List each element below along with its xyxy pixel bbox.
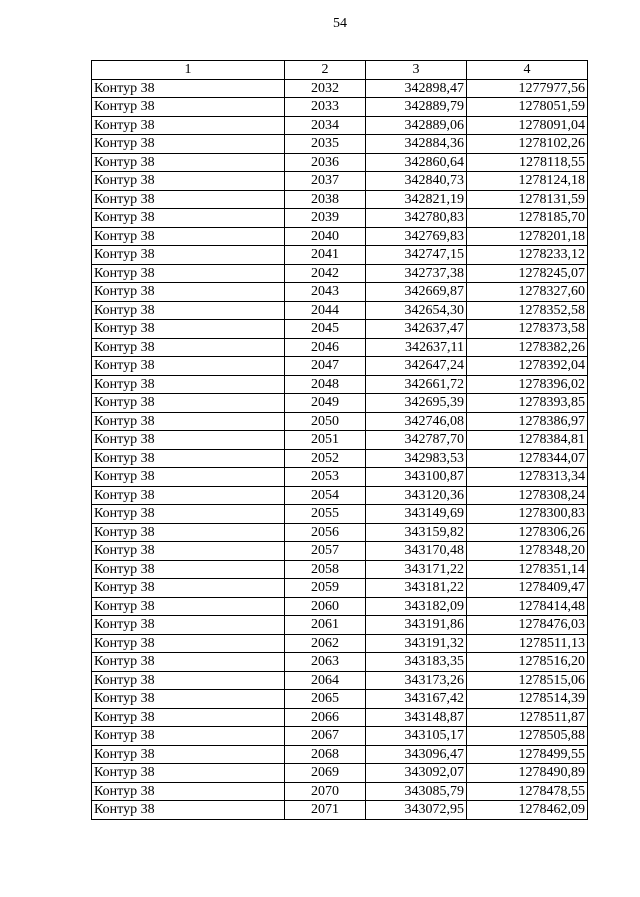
contour-name-cell: Контур 38 — [92, 505, 285, 524]
table-row — [92, 190, 588, 209]
contour-name-cell: Контур 38 — [92, 246, 285, 265]
contour-name-cell: Контур 38 — [92, 153, 285, 172]
table-row — [92, 523, 588, 542]
y-coordinate-cell: 1278118,55 — [467, 153, 588, 172]
table-row — [92, 172, 588, 191]
y-coordinate-cell: 1277977,56 — [467, 79, 588, 98]
y-coordinate-cell: 1278384,81 — [467, 431, 588, 450]
table-row — [92, 690, 588, 709]
contour-name-cell: Контур 38 — [92, 745, 285, 764]
table-row — [92, 283, 588, 302]
x-coordinate-cell: 342983,53 — [366, 449, 467, 468]
table-row — [92, 801, 588, 820]
x-coordinate-cell: 343148,87 — [366, 708, 467, 727]
y-coordinate-cell: 1278476,03 — [467, 616, 588, 635]
point-number-cell: 2054 — [285, 486, 366, 505]
table-row — [92, 468, 588, 487]
table-row — [92, 449, 588, 468]
point-number-cell: 2053 — [285, 468, 366, 487]
point-number-cell: 2062 — [285, 634, 366, 653]
column-header-1: 1 — [92, 61, 285, 80]
x-coordinate-cell: 342898,47 — [366, 79, 467, 98]
y-coordinate-cell: 1278306,26 — [467, 523, 588, 542]
table-row — [92, 560, 588, 579]
contour-name-cell: Контур 38 — [92, 412, 285, 431]
x-coordinate-cell: 342661,72 — [366, 375, 467, 394]
y-coordinate-cell: 1278185,70 — [467, 209, 588, 228]
point-number-cell: 2032 — [285, 79, 366, 98]
x-coordinate-cell: 343181,22 — [366, 579, 467, 598]
point-number-cell: 2071 — [285, 801, 366, 820]
table-row — [92, 542, 588, 561]
x-coordinate-cell: 343183,35 — [366, 653, 467, 672]
contour-name-cell: Контур 38 — [92, 431, 285, 450]
table-row — [92, 782, 588, 801]
x-coordinate-cell: 342780,83 — [366, 209, 467, 228]
table-row — [92, 338, 588, 357]
x-coordinate-cell: 343191,32 — [366, 634, 467, 653]
y-coordinate-cell: 1278478,55 — [467, 782, 588, 801]
y-coordinate-cell: 1278313,34 — [467, 468, 588, 487]
x-coordinate-cell: 343100,87 — [366, 468, 467, 487]
point-number-cell: 2033 — [285, 98, 366, 117]
point-number-cell: 2066 — [285, 708, 366, 727]
contour-name-cell: Контур 38 — [92, 782, 285, 801]
contour-name-cell: Контур 38 — [92, 301, 285, 320]
table-row — [92, 227, 588, 246]
x-coordinate-cell: 342889,79 — [366, 98, 467, 117]
contour-name-cell: Контур 38 — [92, 597, 285, 616]
column-header-2: 2 — [285, 61, 366, 80]
contour-name-cell: Контур 38 — [92, 468, 285, 487]
contour-name-cell: Контур 38 — [92, 616, 285, 635]
table-row — [92, 634, 588, 653]
x-coordinate-cell: 342654,30 — [366, 301, 467, 320]
point-number-cell: 2046 — [285, 338, 366, 357]
x-coordinate-cell: 343159,82 — [366, 523, 467, 542]
contour-name-cell: Контур 38 — [92, 172, 285, 191]
table-row — [92, 597, 588, 616]
y-coordinate-cell: 1278382,26 — [467, 338, 588, 357]
table-row — [92, 79, 588, 98]
y-coordinate-cell: 1278373,58 — [467, 320, 588, 339]
x-coordinate-cell: 343170,48 — [366, 542, 467, 561]
y-coordinate-cell: 1278514,39 — [467, 690, 588, 709]
point-number-cell: 2045 — [285, 320, 366, 339]
contour-name-cell: Контур 38 — [92, 764, 285, 783]
y-coordinate-cell: 1278245,07 — [467, 264, 588, 283]
contour-name-cell: Контур 38 — [92, 671, 285, 690]
x-coordinate-cell: 343120,36 — [366, 486, 467, 505]
table-row — [92, 264, 588, 283]
point-number-cell: 2058 — [285, 560, 366, 579]
point-number-cell: 2043 — [285, 283, 366, 302]
y-coordinate-cell: 1278386,97 — [467, 412, 588, 431]
contour-name-cell: Контур 38 — [92, 690, 285, 709]
point-number-cell: 2068 — [285, 745, 366, 764]
contour-name-cell: Контур 38 — [92, 801, 285, 820]
point-number-cell: 2037 — [285, 172, 366, 191]
point-number-cell: 2067 — [285, 727, 366, 746]
y-coordinate-cell: 1278124,18 — [467, 172, 588, 191]
point-number-cell: 2041 — [285, 246, 366, 265]
y-coordinate-cell: 1278131,59 — [467, 190, 588, 209]
table-row — [92, 135, 588, 154]
y-coordinate-cell: 1278344,07 — [467, 449, 588, 468]
table-row — [92, 431, 588, 450]
x-coordinate-cell: 342787,70 — [366, 431, 467, 450]
y-coordinate-cell: 1278462,09 — [467, 801, 588, 820]
y-coordinate-cell: 1278351,14 — [467, 560, 588, 579]
coordinates-table — [91, 60, 588, 820]
point-number-cell: 2050 — [285, 412, 366, 431]
table-row — [92, 745, 588, 764]
contour-name-cell: Контур 38 — [92, 209, 285, 228]
contour-name-cell: Контур 38 — [92, 542, 285, 561]
point-number-cell: 2070 — [285, 782, 366, 801]
point-number-cell: 2069 — [285, 764, 366, 783]
table-header-row — [92, 61, 588, 80]
point-number-cell: 2061 — [285, 616, 366, 635]
contour-name-cell: Контур 38 — [92, 320, 285, 339]
x-coordinate-cell: 342884,36 — [366, 135, 467, 154]
x-coordinate-cell: 342821,19 — [366, 190, 467, 209]
y-coordinate-cell: 1278392,04 — [467, 357, 588, 376]
x-coordinate-cell: 343072,95 — [366, 801, 467, 820]
contour-name-cell: Контур 38 — [92, 560, 285, 579]
contour-name-cell: Контур 38 — [92, 338, 285, 357]
point-number-cell: 2063 — [285, 653, 366, 672]
x-coordinate-cell: 342747,15 — [366, 246, 467, 265]
table-row — [92, 486, 588, 505]
contour-name-cell: Контур 38 — [92, 190, 285, 209]
contour-name-cell: Контур 38 — [92, 727, 285, 746]
x-coordinate-cell: 343182,09 — [366, 597, 467, 616]
point-number-cell: 2065 — [285, 690, 366, 709]
point-number-cell: 2051 — [285, 431, 366, 450]
table-row — [92, 764, 588, 783]
table-row — [92, 375, 588, 394]
y-coordinate-cell: 1278348,20 — [467, 542, 588, 561]
y-coordinate-cell: 1278300,83 — [467, 505, 588, 524]
point-number-cell: 2039 — [285, 209, 366, 228]
table-row — [92, 246, 588, 265]
contour-name-cell: Контур 38 — [92, 375, 285, 394]
x-coordinate-cell: 343191,86 — [366, 616, 467, 635]
y-coordinate-cell: 1278511,87 — [467, 708, 588, 727]
x-coordinate-cell: 343149,69 — [366, 505, 467, 524]
x-coordinate-cell: 343173,26 — [366, 671, 467, 690]
x-coordinate-cell: 343171,22 — [366, 560, 467, 579]
y-coordinate-cell: 1278352,58 — [467, 301, 588, 320]
table-row — [92, 394, 588, 413]
contour-name-cell: Контур 38 — [92, 116, 285, 135]
x-coordinate-cell: 342637,11 — [366, 338, 467, 357]
y-coordinate-cell: 1278409,47 — [467, 579, 588, 598]
point-number-cell: 2034 — [285, 116, 366, 135]
table-row — [92, 579, 588, 598]
table-row — [92, 209, 588, 228]
contour-name-cell: Контур 38 — [92, 357, 285, 376]
contour-name-cell: Контур 38 — [92, 653, 285, 672]
y-coordinate-cell: 1278396,02 — [467, 375, 588, 394]
x-coordinate-cell: 342669,87 — [366, 283, 467, 302]
contour-name-cell: Контур 38 — [92, 579, 285, 598]
x-coordinate-cell: 342860,64 — [366, 153, 467, 172]
point-number-cell: 2055 — [285, 505, 366, 524]
point-number-cell: 2056 — [285, 523, 366, 542]
contour-name-cell: Контур 38 — [92, 708, 285, 727]
x-coordinate-cell: 342695,39 — [366, 394, 467, 413]
contour-name-cell: Контур 38 — [92, 135, 285, 154]
y-coordinate-cell: 1278308,24 — [467, 486, 588, 505]
y-coordinate-cell: 1278414,48 — [467, 597, 588, 616]
contour-name-cell: Контур 38 — [92, 449, 285, 468]
x-coordinate-cell: 343085,79 — [366, 782, 467, 801]
x-coordinate-cell: 342746,08 — [366, 412, 467, 431]
table-row — [92, 653, 588, 672]
y-coordinate-cell: 1278102,26 — [467, 135, 588, 154]
contour-name-cell: Контур 38 — [92, 79, 285, 98]
table-row — [92, 301, 588, 320]
point-number-cell: 2049 — [285, 394, 366, 413]
point-number-cell: 2044 — [285, 301, 366, 320]
contour-name-cell: Контур 38 — [92, 264, 285, 283]
y-coordinate-cell: 1278499,55 — [467, 745, 588, 764]
column-header-3: 3 — [366, 61, 467, 80]
column-header-4: 4 — [467, 61, 588, 80]
y-coordinate-cell: 1278490,89 — [467, 764, 588, 783]
contour-name-cell: Контур 38 — [92, 283, 285, 302]
y-coordinate-cell: 1278051,59 — [467, 98, 588, 117]
x-coordinate-cell: 343167,42 — [366, 690, 467, 709]
x-coordinate-cell: 342769,83 — [366, 227, 467, 246]
y-coordinate-cell: 1278516,20 — [467, 653, 588, 672]
x-coordinate-cell: 342737,38 — [366, 264, 467, 283]
table-row — [92, 708, 588, 727]
y-coordinate-cell: 1278505,88 — [467, 727, 588, 746]
y-coordinate-cell: 1278091,04 — [467, 116, 588, 135]
table-row — [92, 357, 588, 376]
contour-name-cell: Контур 38 — [92, 523, 285, 542]
x-coordinate-cell: 342647,24 — [366, 357, 467, 376]
table-row — [92, 616, 588, 635]
y-coordinate-cell: 1278233,12 — [467, 246, 588, 265]
table-row — [92, 671, 588, 690]
table-row — [92, 98, 588, 117]
table-row — [92, 153, 588, 172]
point-number-cell: 2035 — [285, 135, 366, 154]
x-coordinate-cell: 343096,47 — [366, 745, 467, 764]
contour-name-cell: Контур 38 — [92, 486, 285, 505]
point-number-cell: 2040 — [285, 227, 366, 246]
point-number-cell: 2052 — [285, 449, 366, 468]
table-row — [92, 320, 588, 339]
y-coordinate-cell: 1278511,13 — [467, 634, 588, 653]
point-number-cell: 2036 — [285, 153, 366, 172]
contour-name-cell: Контур 38 — [92, 394, 285, 413]
x-coordinate-cell: 342889,06 — [366, 116, 467, 135]
y-coordinate-cell: 1278327,60 — [467, 283, 588, 302]
table-row — [92, 505, 588, 524]
contour-name-cell: Контур 38 — [92, 227, 285, 246]
contour-name-cell: Контур 38 — [92, 98, 285, 117]
x-coordinate-cell: 343092,07 — [366, 764, 467, 783]
table-row — [92, 727, 588, 746]
x-coordinate-cell: 342637,47 — [366, 320, 467, 339]
y-coordinate-cell: 1278201,18 — [467, 227, 588, 246]
y-coordinate-cell: 1278393,85 — [467, 394, 588, 413]
point-number-cell: 2042 — [285, 264, 366, 283]
point-number-cell: 2057 — [285, 542, 366, 561]
point-number-cell: 2064 — [285, 671, 366, 690]
point-number-cell: 2060 — [285, 597, 366, 616]
point-number-cell: 2047 — [285, 357, 366, 376]
page-number: 54 — [333, 16, 347, 31]
contour-name-cell: Контур 38 — [92, 634, 285, 653]
point-number-cell: 2038 — [285, 190, 366, 209]
point-number-cell: 2059 — [285, 579, 366, 598]
y-coordinate-cell: 1278515,06 — [467, 671, 588, 690]
x-coordinate-cell: 343105,17 — [366, 727, 467, 746]
point-number-cell: 2048 — [285, 375, 366, 394]
x-coordinate-cell: 342840,73 — [366, 172, 467, 191]
table-row — [92, 412, 588, 431]
table-row — [92, 116, 588, 135]
